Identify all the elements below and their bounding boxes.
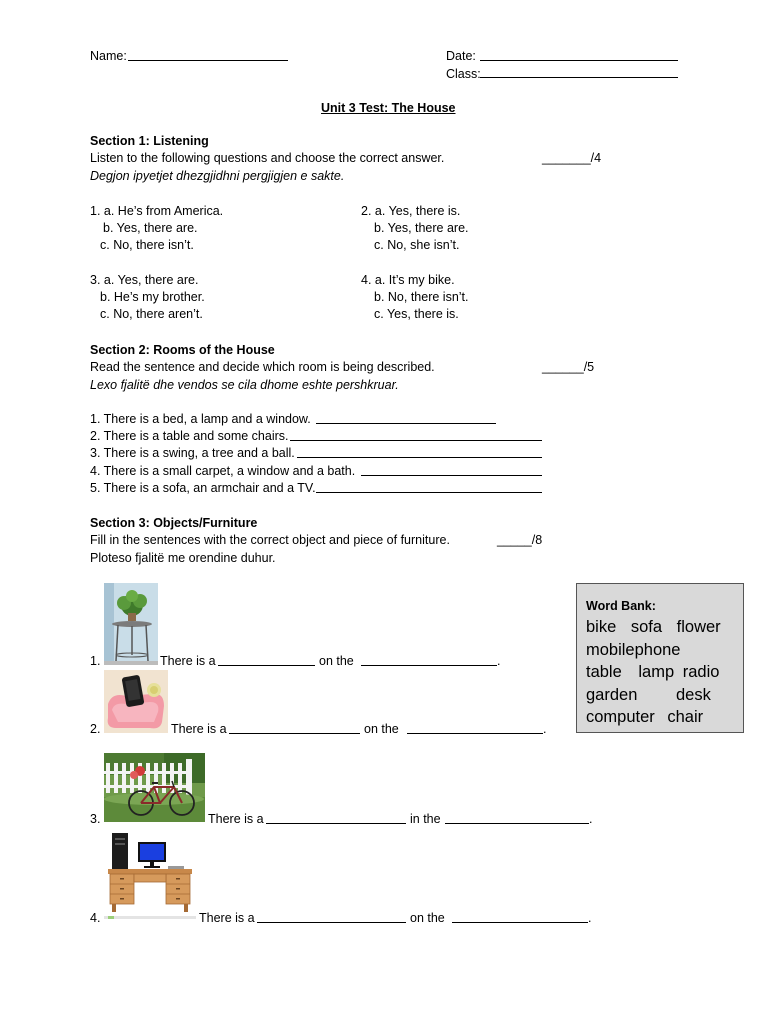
object-item-1-end: . xyxy=(497,654,501,668)
word-bank-word: mobilephone xyxy=(586,640,681,659)
word-bank-word: lamp xyxy=(638,663,675,681)
object-answer-1-object[interactable] xyxy=(218,665,315,666)
q3-option-c[interactable]: c. No, there aren’t. xyxy=(100,307,203,321)
room-item-3: 3. There is a swing, a tree and a ball. xyxy=(90,446,295,460)
section2-instruction: Read the sentence and decide which room is being described. xyxy=(90,360,435,374)
q4-option-a[interactable]: 4. a. It’s my bike. xyxy=(361,273,455,287)
section1-translation: Degjon ipyetjet dhezgjidhni pergjigjen e sakte. xyxy=(90,169,345,183)
object-item-1-mid: on the xyxy=(319,654,354,668)
room-item-5: 5. There is a sofa, an armchair and a TV. xyxy=(90,481,316,495)
word-bank xyxy=(576,583,744,733)
room-answer-2[interactable] xyxy=(290,440,542,441)
section2-translation: Lexo fjalitë dhe vendos se cila dhome eshte pershkruar. xyxy=(90,378,399,392)
word-bank-word: table xyxy=(586,663,622,681)
word-bank-word: desk xyxy=(675,685,711,704)
object-item-2-pre: There is a xyxy=(171,722,227,736)
object-item-4-end: . xyxy=(588,911,592,925)
word-bank-word: sofa xyxy=(630,618,663,636)
section2-heading: Section 2: Rooms of the House xyxy=(90,343,275,357)
page-title: Unit 3 Test: The House xyxy=(321,101,456,115)
object-answer-2-furniture[interactable] xyxy=(407,733,543,734)
q2-option-b[interactable]: b. Yes, there are. xyxy=(374,221,469,235)
object-answer-4-object[interactable] xyxy=(257,922,406,923)
name-field[interactable] xyxy=(128,60,288,61)
object-item-3-number: 3. xyxy=(90,812,101,826)
section1-score: _______/4 xyxy=(542,151,602,165)
object-answer-4-furniture[interactable] xyxy=(452,922,588,923)
word-bank-word: bike xyxy=(586,618,617,636)
flower-table-image xyxy=(104,583,158,665)
q4-option-c[interactable]: c. Yes, there is. xyxy=(374,307,459,321)
section3-translation: Ploteso fjalitë me orendine duhur. xyxy=(90,551,276,565)
q4-option-b[interactable]: b. No, there isn’t. xyxy=(374,290,469,304)
object-item-2-end: . xyxy=(543,722,547,736)
date-label: Date: xyxy=(446,49,476,63)
word-bank-word: garden xyxy=(586,685,638,704)
object-answer-3-place[interactable] xyxy=(445,823,589,824)
class-label: Class: xyxy=(446,67,481,81)
class-field[interactable] xyxy=(480,77,678,78)
object-item-3-pre: There is a xyxy=(208,812,264,826)
object-item-4-number: 4. xyxy=(90,911,101,925)
word-bank-word: computer xyxy=(586,708,655,726)
word-bank-word: chair xyxy=(667,708,704,726)
q2-option-a[interactable]: 2. a. Yes, there is. xyxy=(361,204,461,218)
object-item-2-mid: on the xyxy=(364,722,399,736)
room-answer-1[interactable] xyxy=(316,423,496,424)
room-answer-4[interactable] xyxy=(361,475,542,476)
object-answer-1-furniture[interactable] xyxy=(361,665,497,666)
object-answer-2-object[interactable] xyxy=(229,733,360,734)
mobilephone-sofa-image xyxy=(104,670,168,733)
date-field[interactable] xyxy=(480,60,678,61)
word-bank-title: Word Bank: xyxy=(586,599,656,613)
section3-instruction: Fill in the sentences with the correct object and piece of furniture. xyxy=(90,533,450,547)
object-item-3-end: . xyxy=(589,812,593,826)
bike-garden-image xyxy=(104,753,205,822)
object-item-1-pre: There is a xyxy=(160,654,216,668)
computer-desk-image xyxy=(104,830,196,922)
section1-heading: Section 1: Listening xyxy=(90,134,209,148)
name-label: Name: xyxy=(90,49,127,63)
object-item-4-mid: on the xyxy=(410,911,445,925)
q3-option-b[interactable]: b. He’s my brother. xyxy=(100,290,205,304)
q1-option-b[interactable]: b. Yes, there are. xyxy=(103,221,198,235)
q3-option-a[interactable]: 3. a. Yes, there are. xyxy=(90,273,199,287)
q1-option-a[interactable]: 1. a. He’s from America. xyxy=(90,204,224,218)
section2-score: ______/5 xyxy=(542,360,595,374)
object-item-3-mid: in the xyxy=(410,812,441,826)
object-item-1-number: 1. xyxy=(90,654,101,668)
room-item-4: 4. There is a small carpet, a window and a bath. xyxy=(90,464,356,478)
room-answer-3[interactable] xyxy=(297,457,542,458)
object-item-4-pre: There is a xyxy=(199,911,255,925)
object-item-2-number: 2. xyxy=(90,722,101,736)
section1-instruction: Listen to the following questions and choose the correct answer. xyxy=(90,151,445,165)
word-bank-word: radio xyxy=(682,663,720,681)
q2-option-c[interactable]: c. No, she isn’t. xyxy=(374,238,460,252)
object-answer-3-object[interactable] xyxy=(266,823,406,824)
section3-heading: Section 3: Objects/Furniture xyxy=(90,516,258,530)
room-item-2: 2. There is a table and some chairs. xyxy=(90,429,289,443)
q1-option-c[interactable]: c. No, there isn’t. xyxy=(100,238,194,252)
room-answer-5[interactable] xyxy=(316,492,542,493)
section3-score: _____/8 xyxy=(497,533,543,547)
word-bank-word: flower xyxy=(676,618,721,636)
room-item-1: 1. There is a bed, a lamp and a window. xyxy=(90,412,311,426)
